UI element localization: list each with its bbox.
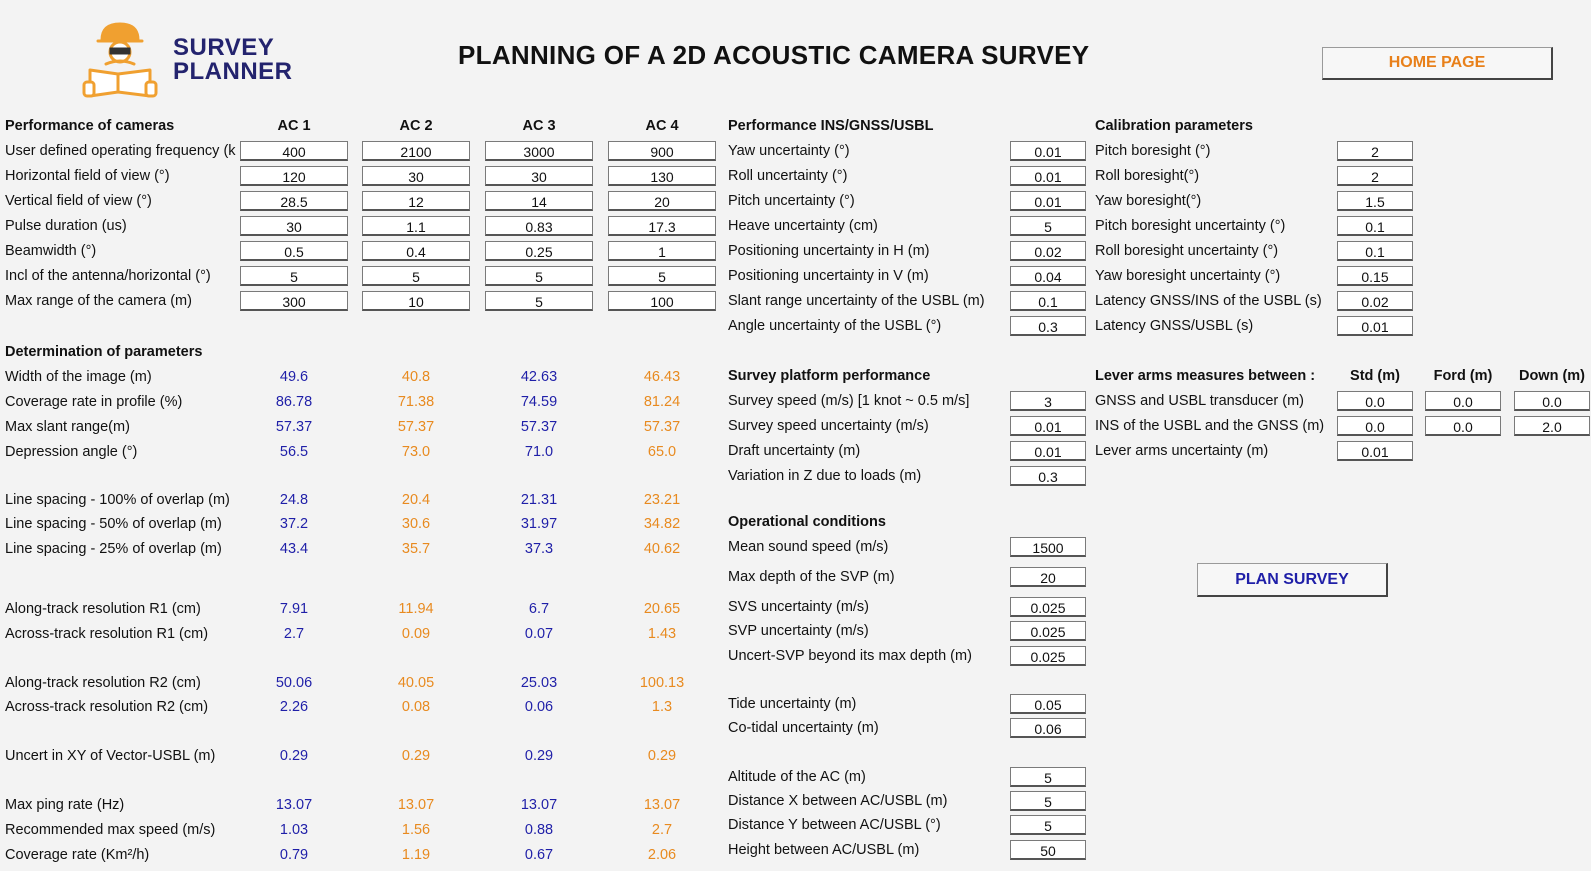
determination-value: 34.82 [643,516,681,532]
determination-value: 71.38 [397,394,435,410]
lever-input[interactable]: 0.0 [1514,391,1590,411]
determination-value: 0.88 [524,822,554,838]
calibration-label: Latency GNSS/USBL (s) [1095,318,1254,334]
operational-label: Co-tidal uncertainty (m) [728,720,879,736]
ins-input[interactable]: 0.01 [1010,166,1086,186]
determination-label: Along-track resolution R2 (cm) [5,675,201,691]
calibration-label: Roll boresight(°) [1095,168,1200,184]
determination-value: 7.91 [279,601,309,617]
determination-label: Along-track resolution R1 (cm) [5,601,201,617]
determination-value: 71.0 [524,444,554,460]
camera-col-header: AC 1 [277,118,311,134]
operational-input[interactable]: 0.025 [1010,597,1086,617]
determination-value: 86.78 [275,394,313,410]
operational-input[interactable]: 5 [1010,815,1086,835]
camera-param-input[interactable]: 17.3 [608,216,716,236]
operational-input[interactable]: 0.06 [1010,718,1086,738]
determination-value: 30.6 [401,516,431,532]
camera-param-input[interactable]: 100 [608,291,716,311]
calibration-input[interactable]: 1.5 [1337,191,1413,211]
determination-value: 40.05 [397,675,435,691]
platform-label: Variation in Z due to loads (m) [728,468,922,484]
camera-param-input[interactable]: 0.5 [240,241,348,261]
determination-value: 0.79 [279,847,309,863]
ins-label: Pitch uncertainty (°) [728,193,855,209]
camera-param-input[interactable]: 0.4 [362,241,470,261]
platform-input[interactable]: 0.01 [1010,416,1086,436]
camera-param-input[interactable]: 130 [608,166,716,186]
determination-value: 20.65 [643,601,681,617]
camera-param-label: Beamwidth (°) [5,243,97,259]
determination-value: 1.56 [401,822,431,838]
operational-label: Uncert-SVP beyond its max depth (m) [728,648,972,664]
lever-input[interactable]: 0.0 [1425,391,1501,411]
lever-input[interactable]: 0.0 [1425,416,1501,436]
platform-input[interactable]: 0.3 [1010,466,1086,486]
determination-value: 6.7 [528,601,550,617]
camera-param-label: Incl of the antenna/horizontal (°) [5,268,211,284]
determination-value: 2.7 [651,822,673,838]
lever-input[interactable]: 2.0 [1514,416,1590,436]
camera-param-input[interactable]: 3000 [485,141,593,161]
determination-value: 40.62 [643,541,681,557]
determination-value: 23.21 [643,492,681,508]
ins-label: Roll uncertainty (°) [728,168,848,184]
camera-param-input[interactable]: 14 [485,191,593,211]
operational-input[interactable]: 1500 [1010,537,1086,557]
operational-label: Tide uncertainty (m) [728,696,857,712]
determination-value: 100.13 [639,675,685,691]
determination-value: 73.0 [401,444,431,460]
determination-title: Determination of parameters [5,344,203,360]
camera-param-input[interactable]: 0.83 [485,216,593,236]
camera-param-input[interactable]: 12 [362,191,470,211]
determination-value: 0.06 [524,699,554,715]
determination-label: Max slant range(m) [5,419,130,435]
operational-input[interactable]: 20 [1010,567,1086,587]
calibration-input[interactable]: 0.1 [1337,241,1413,261]
determination-label: Coverage rate (Km²/h) [5,847,150,863]
camera-param-input[interactable]: 400 [240,141,348,161]
determination-value: 43.4 [279,541,309,557]
camera-col-header: AC 4 [645,118,679,134]
determination-value: 81.24 [643,394,681,410]
determination-value: 0.67 [524,847,554,863]
lever-col-header: Std (m) [1350,368,1400,384]
determination-value: 57.37 [397,419,435,435]
plan-survey-button[interactable]: PLAN SURVEY [1197,563,1388,597]
operational-label: Distance Y between AC/USBL (°) [728,817,941,833]
operational-label: Mean sound speed (m/s) [728,539,889,555]
calibration-label: Pitch boresight (°) [1095,143,1211,159]
determination-value: 57.37 [275,419,313,435]
lever-arms-title: Lever arms measures between : [1095,368,1316,384]
calibration-input[interactable]: 0.02 [1337,291,1413,311]
determination-value: 49.6 [279,369,309,385]
lever-label: GNSS and USBL transducer (m) [1095,393,1304,409]
ins-label: Angle uncertainty of the USBL (°) [728,318,942,334]
camera-param-label: Pulse duration (us) [5,218,127,234]
determination-label: Across-track resolution R2 (cm) [5,699,209,715]
operational-input[interactable]: 5 [1010,791,1086,811]
operational-label: Max depth of the SVP (m) [728,569,895,585]
camera-param-input[interactable]: 30 [240,216,348,236]
platform-input[interactable]: 0.01 [1010,441,1086,461]
determination-value: 2.06 [647,847,677,863]
calibration-label: Yaw boresight uncertainty (°) [1095,268,1281,284]
home-page-button[interactable]: HOME PAGE [1322,47,1553,80]
operational-label: Distance X between AC/USBL (m) [728,793,948,809]
camera-param-input[interactable]: 30 [485,166,593,186]
calibration-title: Calibration parameters [1095,118,1253,134]
determination-value: 37.2 [279,516,309,532]
surveyor-icon [78,18,168,102]
determination-value: 74.59 [520,394,558,410]
operational-input[interactable]: 50 [1010,840,1086,860]
platform-label: Survey speed uncertainty (m/s) [728,418,929,434]
camera-param-input[interactable]: 120 [240,166,348,186]
determination-value: 25.03 [520,675,558,691]
determination-value: 13.07 [275,797,313,813]
camera-param-input[interactable]: 20 [608,191,716,211]
operational-label: SVP uncertainty (m/s) [728,623,869,639]
ins-label: Yaw uncertainty (°) [728,143,850,159]
determination-value: 57.37 [643,419,681,435]
determination-value: 2.7 [283,626,305,642]
determination-value: 35.7 [401,541,431,557]
determination-value: 2.26 [279,699,309,715]
determination-value: 0.29 [647,748,677,764]
lever-uncertainty-label: Lever arms uncertainty (m) [1095,443,1269,459]
calibration-input[interactable]: 2 [1337,166,1413,186]
calibration-label: Pitch boresight uncertainty (°) [1095,218,1286,234]
determination-label: Coverage rate in profile (%) [5,394,183,410]
ins-title: Performance INS/GNSS/USBL [728,118,934,134]
lever-col-header: Ford (m) [1433,368,1493,384]
camera-col-header: AC 2 [399,118,433,134]
platform-title: Survey platform performance [728,368,931,384]
camera-param-input[interactable]: 10 [362,291,470,311]
ins-input[interactable]: 0.02 [1010,241,1086,261]
determination-value: 31.97 [520,516,558,532]
camera-param-input[interactable]: 5 [240,266,348,286]
determination-value: 50.06 [275,675,313,691]
determination-value: 56.5 [279,444,309,460]
operational-input[interactable]: 0.025 [1010,621,1086,641]
operational-input[interactable]: 0.05 [1010,694,1086,714]
operational-label: Altitude of the AC (m) [728,769,866,785]
ins-input[interactable]: 0.04 [1010,266,1086,286]
calibration-input[interactable]: 0.1 [1337,216,1413,236]
logo [78,18,308,102]
camera-param-input[interactable]: 0.25 [485,241,593,261]
ins-label: Heave uncertainty (cm) [728,218,878,234]
camera-param-input[interactable]: 30 [362,166,470,186]
ins-label: Slant range uncertainty of the USBL (m) [728,293,985,309]
determination-value: 20.4 [401,492,431,508]
operational-label: SVS uncertainty (m/s) [728,599,870,615]
determination-value: 1.19 [401,847,431,863]
determination-label: Depression angle (°) [5,444,138,460]
camera-param-input[interactable]: 5 [485,266,593,286]
calibration-label: Roll boresight uncertainty (°) [1095,243,1279,259]
ins-input[interactable]: 0.3 [1010,316,1086,336]
ins-label: Positioning uncertainty in H (m) [728,243,930,259]
ins-input[interactable]: 0.01 [1010,141,1086,161]
lever-input[interactable]: 0.0 [1337,416,1413,436]
determination-label: Recommended max speed (m/s) [5,822,216,838]
ins-input[interactable]: 0.01 [1010,191,1086,211]
platform-input[interactable]: 3 [1010,391,1086,411]
determination-value: 0.08 [401,699,431,715]
determination-value: 40.8 [401,369,431,385]
calibration-input[interactable]: 0.15 [1337,266,1413,286]
lever-uncertainty-input[interactable]: 0.01 [1337,441,1413,461]
lever-col-header: Down (m) [1518,368,1586,384]
lever-input[interactable]: 0.0 [1337,391,1413,411]
determination-label: Width of the image (m) [5,369,152,385]
logo-line-2: PLANNER [173,58,293,85]
camera-param-input[interactable]: 1 [608,241,716,261]
determination-label: Across-track resolution R1 (cm) [5,626,209,642]
determination-value: 0.29 [279,748,309,764]
ins-input[interactable]: 0.1 [1010,291,1086,311]
camera-col-header: AC 3 [522,118,556,134]
determination-value: 65.0 [647,444,677,460]
determination-value: 42.63 [520,369,558,385]
determination-value: 57.37 [520,419,558,435]
determination-value: 0.29 [524,748,554,764]
determination-label: Max ping rate (Hz) [5,797,125,813]
camera-param-label: User defined operating frequency (k [5,143,236,159]
determination-value: 13.07 [397,797,435,813]
platform-label: Survey speed (m/s) [1 knot ~ 0.5 m/s] [728,393,970,409]
determination-value: 1.03 [279,822,309,838]
determination-value: 1.3 [651,699,673,715]
operational-input[interactable]: 5 [1010,767,1086,787]
determination-label: Uncert in XY of Vector-USBL (m) [5,748,216,764]
camera-param-label: Horizontal field of view (°) [5,168,170,184]
determination-value: 1.43 [647,626,677,642]
camera-param-input[interactable]: 2100 [362,141,470,161]
determination-value: 46.43 [643,369,681,385]
operational-label: Height between AC/USBL (m) [728,842,920,858]
page-title: PLANNING OF A 2D ACOUSTIC CAMERA SURVEY [458,40,1090,70]
platform-label: Draft uncertainty (m) [728,443,861,459]
camera-param-input[interactable]: 900 [608,141,716,161]
camera-param-input[interactable]: 1.1 [362,216,470,236]
camera-param-label: Max range of the camera (m) [5,293,192,309]
determination-label: Line spacing - 50% of overlap (m) [5,516,222,532]
calibration-label: Latency GNSS/INS of the USBL (s) [1095,293,1322,309]
ins-label: Positioning uncertainty in V (m) [728,268,929,284]
determination-value: 0.07 [524,626,554,642]
calibration-input[interactable]: 2 [1337,141,1413,161]
determination-label: Line spacing - 25% of overlap (m) [5,541,222,557]
determination-value: 21.31 [520,492,558,508]
determination-value: 0.29 [401,748,431,764]
camera-param-input[interactable]: 5 [362,266,470,286]
camera-param-label: Vertical field of view (°) [5,193,152,209]
determination-value: 13.07 [520,797,558,813]
calibration-input[interactable]: 0.01 [1337,316,1413,336]
camera-param-input[interactable]: 28.5 [240,191,348,211]
determination-value: 24.8 [279,492,309,508]
logo-line-1: SURVEY [173,34,275,61]
camera-param-input[interactable]: 300 [240,291,348,311]
operational-title: Operational conditions [728,514,886,530]
calibration-label: Yaw boresight(°) [1095,193,1202,209]
determination-value: 37.3 [524,541,554,557]
lever-label: INS of the USBL and the GNSS (m) [1095,418,1325,434]
determination-value: 11.94 [398,601,434,617]
operational-input[interactable]: 0.025 [1010,646,1086,666]
camera-param-input[interactable]: 5 [608,266,716,286]
determination-label: Line spacing - 100% of overlap (m) [5,492,230,508]
determination-value: 0.09 [401,626,431,642]
camera-param-input[interactable]: 5 [485,291,593,311]
ins-input[interactable]: 5 [1010,216,1086,236]
determination-value: 13.07 [643,797,681,813]
cameras-title: Performance of cameras [5,118,175,134]
